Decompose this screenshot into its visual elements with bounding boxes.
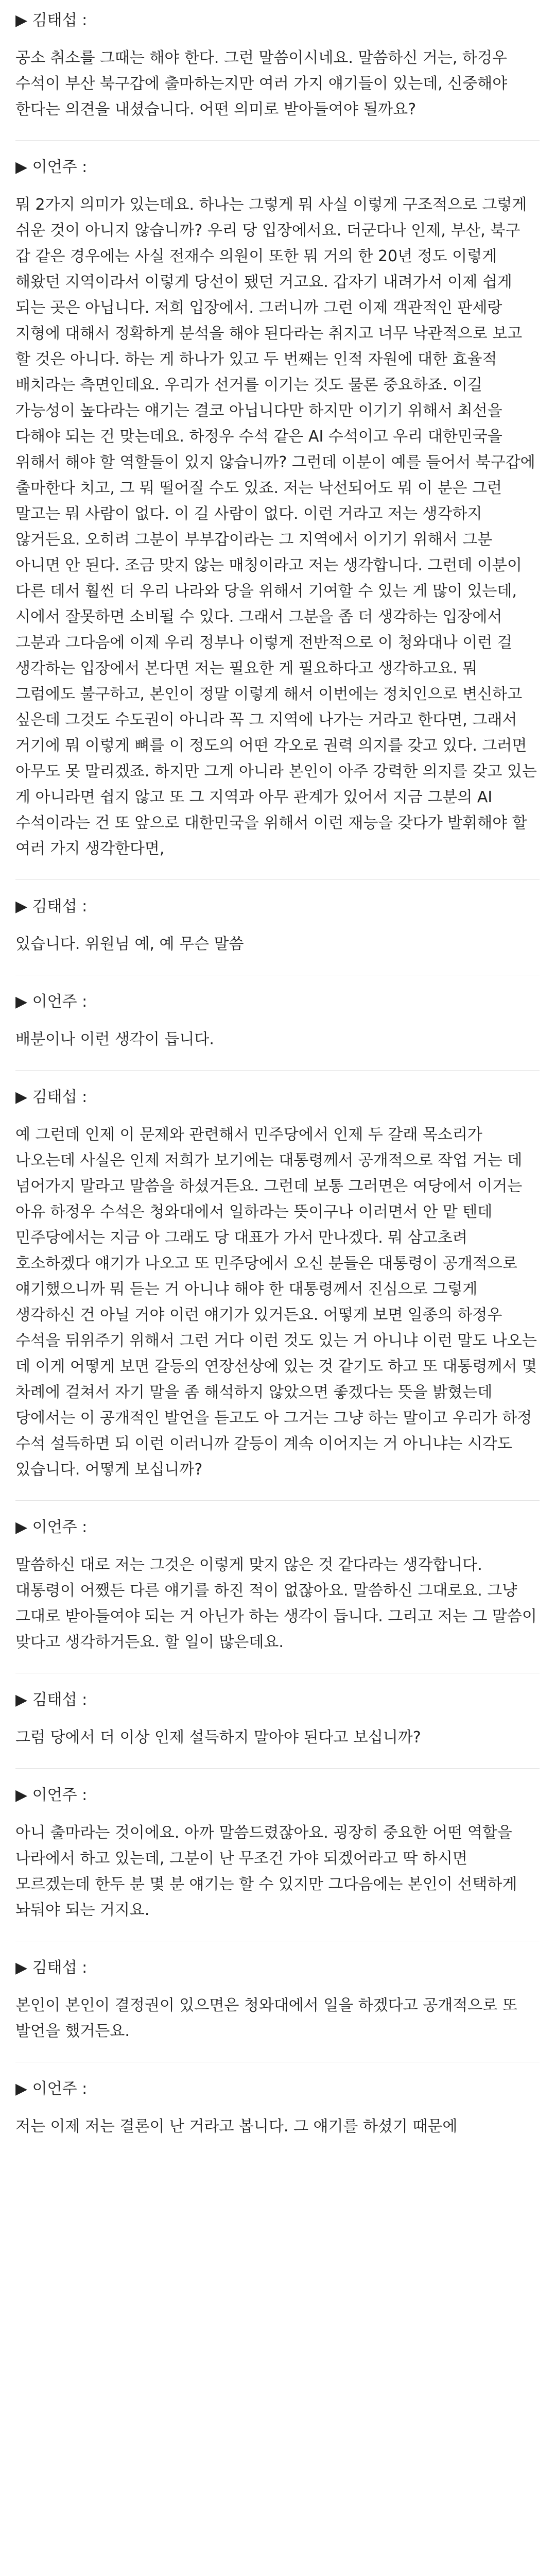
divider: [15, 1768, 540, 1769]
divider: [15, 879, 540, 880]
turn-guest-2: [15, 991, 540, 1053]
turn-host-5: [15, 1957, 540, 2044]
speaker-label: ▶ 김태섭 :: [15, 1959, 88, 1977]
turn-guest-1: [15, 156, 540, 862]
speaker-label: ▶ 이언주 :: [15, 1786, 88, 1804]
turn-guest-5: [15, 2078, 540, 2140]
speaker-label: ▶ 이언주 :: [15, 1518, 88, 1536]
divider: [15, 140, 540, 141]
turn-host-3: [15, 1086, 540, 1483]
speaker-label: ▶ 이언주 :: [15, 993, 88, 1011]
utterance-text: 공소 취소를 그때는 해야 한다. 그런 말씀이시네요. 말씀하신 거는, 하겅우 수석이 부산 북구갑에 출마하는지만 여러 가지 얘기들이 있는데, 신중해야 한다는 의견을 내셨습니다. 어떤 의미로 받아들여야 될까요?: [15, 49, 508, 118]
utterance-text: 본인이 본인이 결정권이 있으면은 청와대에서 일을 하겠다고 공개적으로 또 발언을 했거든요.: [15, 1996, 517, 2040]
divider: [15, 1500, 540, 1501]
utterance-text: 뭐 2가지 의미가 있는데요. 하나는 그렇게 뭐 사실 이렇게 구조적으로 그렇게 쉬운 것이 아니지 않습니까? 우리 당 입장에서요. 더군다나 인제, 부산, 북구 갑 같은 경우에는 사실 전재수 의원이 또한 뭐 거의 한 20년 정도 이렇게 해왔던 지역이라서 이렇게 당선이 됐던 거고요. 갑자기 내려가서 이제 쉽게 되는 곳은 아닙니다. 저희 입장에서. 그러니까 그런 이제 객관적인 판세랑 지형에 대해서 정확하게 분석을 해야 된다라는 취지고 너무 낙관적으로 보고 할 것은 아니다. 하는 게 하나가 있고 두 번째는 인적 자원에 대한 효율적 배치라는 측면인데요. 우리가 선거를 이기는 것도 물론 중요하죠. 이길 가능성이 높다라는 얘기는 결코 아닙니다만 하지만 이기기 위해서 최선을 다해야 되는 건 맞는데요. 하정우 수석 같은 AI 수석이고 우리 대한민국을 위해서 해야 할 역할들이 있지 않습니까? 그런데 이분이 예를 들어서 북구갑에 출마한다 치고, 그 뭐 떨어질 수도 있죠. 저는 낙선되어도 뭐 이 분은 그런 말고는 뭐 사람이 없다. 이 길 사람이 없다. 이런 거라고 저는 생각하지 않거든요. 오히려 그분이 부부갑이라는 그 지역에서 이기기 위해서 그분 아니면 안 된다. 조금 맞지 않는 매칭이라고 저는 생각합니다. 그런데 이분이 다른 데서 훨씬 더 우리 나라와 당을 위해서 기여할 수 있는 게 많이 있는데, 시에서 잘못하면 소비될 수 있다. 그래서 그분을 좀 더 생각하는 입장에서 그분과 그다음에 이제 우리 정부나 이렇게 전반적으로 이 청와대나 이런 걸 생각하는 입장에서 본다면 저는 필요한 게 필요하다고 생각하고요. 뭐 그럼에도 불구하고, 본인이 정말 이렇게 해서 이번에는 정치인으로 변신하고 싶은데 그것도 수도권이 아니라 꼭 그 지역에 나가는 거라고 한다면, 그래서 거기에 뭐 이렇게 뼈를 이 정도의 어떤 각오로 권력 의지를 갖고 있다. 그러면 아무도 못 말리겠죠. 하지만 그게 아니라 본인이 아주 강력한 의지를 갖고 있는 게 아니라면 쉽지 않고 또 그 지역과 아무 관계가 있어서 지금 그분의 AI 수석이라는 건 또 앞으로 대한민국을 위해서 이런 재능을 갖다가 발휘해야 할 여러 가지 생각한다면,: [15, 196, 537, 858]
turn-host-4: [15, 1689, 540, 1751]
turn-guest-3: [15, 1516, 540, 1655]
speaker-label: ▶ 이언주 :: [15, 2080, 88, 2098]
utterance-text: 있습니다. 위원님 예, 예 무슨 말씀: [15, 935, 244, 953]
speaker-label: ▶ 김태섭 :: [15, 897, 88, 916]
speaker-label: ▶ 김태섭 :: [15, 1088, 88, 1106]
turn-host-1: [15, 9, 540, 123]
speaker-label: ▶ 이언주 :: [15, 158, 88, 176]
divider: [15, 1070, 540, 1071]
turn-host-2: [15, 895, 540, 957]
speaker-label: ▶ 김태섭 :: [15, 1691, 88, 1709]
speaker-label: ▶ 김태섭 :: [15, 11, 88, 29]
utterance-text: 예 그런데 인제 이 문제와 관련해서 민주당에서 인제 두 갈래 목소리가 나오는데 사실은 인제 저희가 보기에는 대통령께서 공개적으로 작업 거는 데 넘어가지 말라고 말씀을 하셨거든요. 그런데 보통 그러면은 여당에서 이거는 아유 하정우 수석은 청와대에서 일하라는 뜻이구나 이러면서 안 맡 텐데 민주당에서는 지금 아 그래도 당 대표가 가서 만나겠다. 뭐 삼고초려 호소하겠다 얘기가 나오고 또 민주당에서 오신 분들은 대통령이 공개적으로 얘기했으니까 뭐 듣는 거 아니냐 해야 한 대통령께서 진심으로 그렇게 생각하신 건 아닐 거야 이런 얘기가 있거든요. 어떻게 보면 일종의 하정우 수석을 뒤위주기 위해서 그런 거다 이런 것도 있는 거 아니냐 이런 말도 나오는 데 이게 어떻게 보면 갈등의 연장선상에 있는 것 같기도 하고 또 대통령께서 몇 차례에 걸쳐서 자기 말을 좀 해석하지 않았으면 좋겠다는 뜻을 밝혔는데 당에서는 이 공개적인 발언을 듣고도 아 그거는 그냥 하는 말이고 우리가 하정 수석 설득하면 되 이런 이러니까 갈등이 계속 이어지는 거 아니냐는 시각도 있습니다. 어떻게 보십니까?: [15, 1126, 537, 1479]
utterance-text: 그럼 당에서 더 이상 인제 설득하지 말아야 된다고 보십니까?: [15, 1728, 421, 1747]
utterance-text: 아니 출마라는 것이에요. 아까 말씀드렸잖아요. 굉장히 중요한 어떤 역할을 나라에서 하고 있는데, 그분이 난 무조건 가야 되겠어라고 딱 하시면 모르겠는데 한두 분 몇 분 얘기는 할 수 있지만 그다음에는 본인이 선택하게 놔둬야 되는 거지요.: [15, 1824, 517, 1919]
turn-guest-4: [15, 1784, 540, 1923]
utterance-text: 말씀하신 대로 저는 그것은 이렇게 맞지 않은 것 같다라는 생각합니다. 대통령이 어쨌든 다른 얘기를 하진 적이 없잖아요. 말씀하신 그대로요. 그냥 그대로 받아들여야 되는 거 아닌가 하는 생각이 듭니다. 그리고 저는 그 말씀이 맞다고 생각하거든요. 할 일이 많은데요.: [15, 1556, 537, 1651]
utterance-text: 저는 이제 저는 결론이 난 거라고 봅니다. 그 얘기를 하셨기 때문에: [15, 2117, 458, 2136]
utterance-text: 배분이나 이런 생각이 듭니다.: [15, 1030, 214, 1048]
